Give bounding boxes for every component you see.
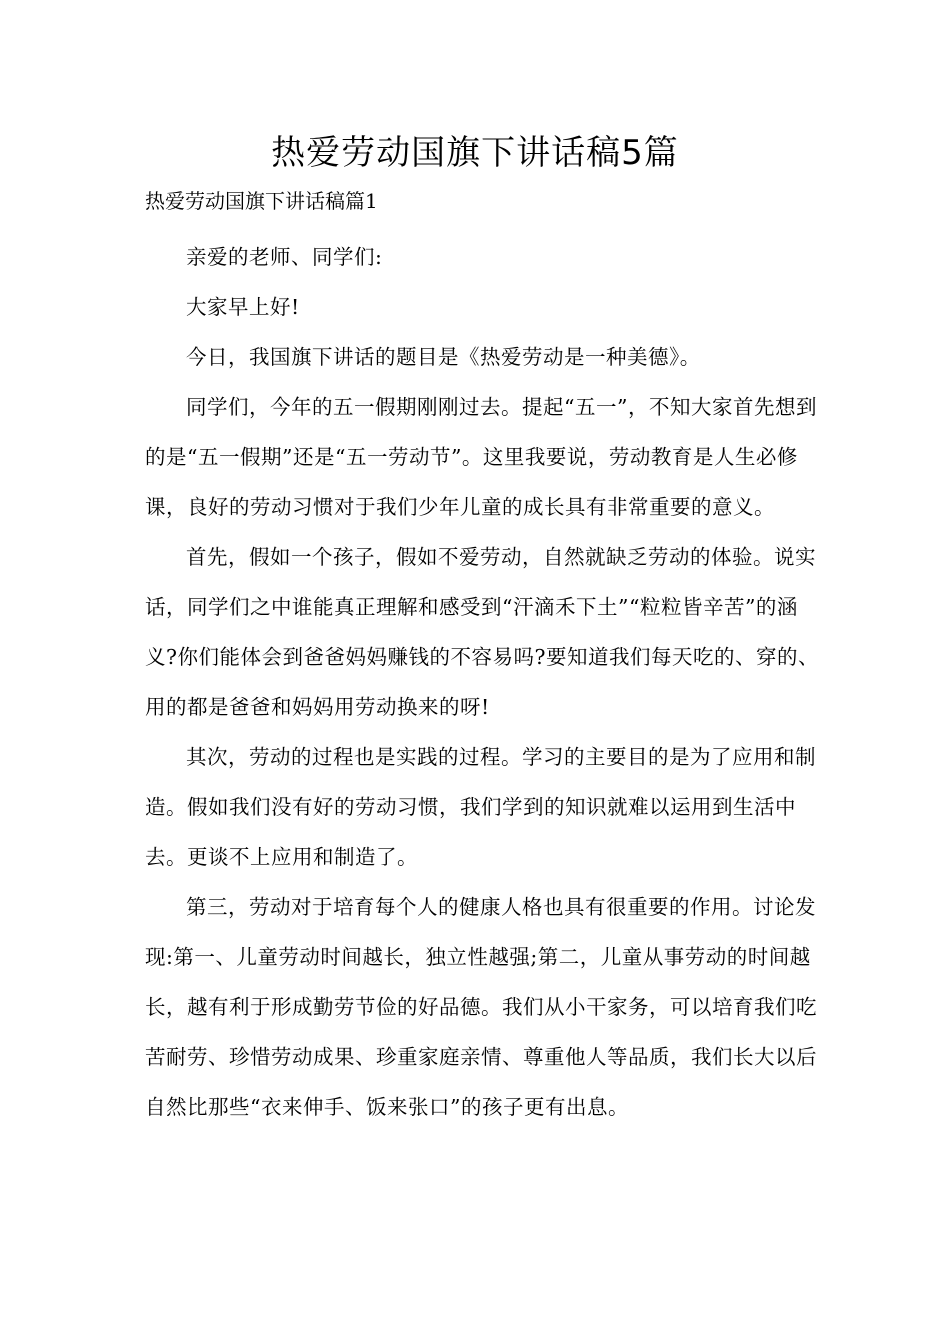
paragraph-morning: 大家早上好! — [186, 295, 300, 319]
document-title: 热爱劳动国旗下讲话稿5篇 — [271, 133, 679, 173]
paragraph-second-point: 其次，劳动的过程也是实践的过程。学习的主要目的是为了应用和制造。假如我们没有好的劳动习惯，我们学到的知识就难以运用到生活中去。更谈不上应用和制造了。 — [145, 745, 816, 869]
paragraph-greeting: 亲爱的老师、同学们: — [186, 245, 383, 269]
document-body — [145, 232, 825, 1132]
paragraph-may-day: 同学们，今年的五一假期刚刚过去。提起“五一”，不知大家首先想到的是“五一假期”还是“五一劳动节”。这里我要说，劳动教育是人生必修课，良好的劳动习惯对于我们少年儿童的成长具有非常重要的意义。 — [145, 395, 817, 519]
paragraph-first-point: 首先，假如一个孩子，假如不爱劳动，自然就缺乏劳动的体验。说实话，同学们之中谁能真正理解和感受到“汗滴禾下土”“粒粒皆辛苦”的涵义?你们能体会到爸爸妈妈赚钱的不容易吗?要知道我们每天吃的、穿的、用的都是爸爸和妈妈用劳动换来的呀! — [145, 545, 819, 719]
paragraph-third-point: 第三，劳动对于培育每个人的健康人格也具有很重要的作用。讨论发现:第一、儿童劳动时间越长，独立性越强;第二，儿童从事劳动的时间越长，越有利于形成勤劳节俭的好品德。我们从小干家务，可以培育我们吃苦耐劳、珍惜劳动成果、珍重家庭亲情、尊重他人等品质，我们长大以后自然比那些“衣来伸手、饭来张口”的孩子更有出息。 — [145, 895, 817, 1119]
section-heading: 热爱劳动国旗下讲话稿篇1 — [145, 189, 378, 213]
paragraph-topic: 今日，我国旗下讲话的题目是《热爱劳动是一种美德》。 — [186, 345, 701, 369]
